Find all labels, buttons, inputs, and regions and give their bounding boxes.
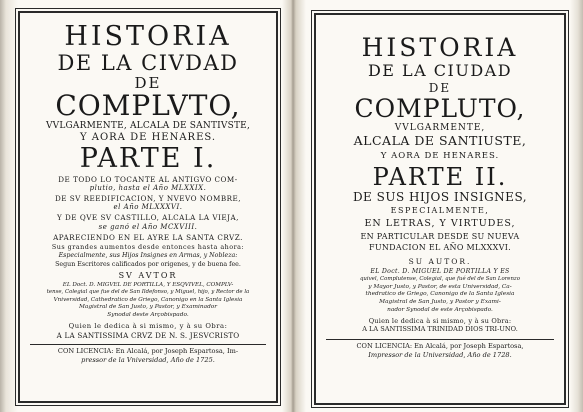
left-title-henares: Y AORA DE HENARES. bbox=[79, 132, 217, 143]
right-author-line-1: EL Doct. D. MIGUEL DE PORTILLA Y ES bbox=[370, 268, 510, 275]
left-dedication-line-2: A LA SANTISSIMA CRVZ DE N. S. JESVCRISTO bbox=[56, 330, 240, 340]
left-contents-line-3: DE SV REEDIFICACION, Y NVEVO NOMBRE, bbox=[54, 194, 242, 204]
left-contents-line-9: Especialmente, sus Hijos Insignes en Armas, y Nobleza: bbox=[58, 252, 238, 260]
left-divider-rule bbox=[30, 344, 266, 345]
right-title-compluto: COMPLUTO, bbox=[354, 94, 526, 123]
left-license-line-2: pressor de la Vniversidad, Año de 1725. bbox=[81, 355, 215, 364]
left-author-line-4: Magistral de San Justo, y Pastor, y Examinador bbox=[78, 304, 218, 311]
right-author-label: SU AUTOR. bbox=[408, 256, 472, 266]
right-dedication-line-1: Quien le dedica à si mismo, y à su Obra: bbox=[368, 316, 512, 325]
left-title-historia: HISTORIA bbox=[64, 21, 232, 52]
right-title-de: DE bbox=[428, 81, 452, 95]
right-subtitle-line-1: DE SUS HIJOS INSIGNES, bbox=[352, 190, 528, 204]
left-dedication-line-1: Quien le dedica à si mismo, y à su Obra: bbox=[68, 322, 228, 330]
right-author-line-6: nador Synodal de este Arçobispado. bbox=[387, 307, 493, 313]
left-contents-line-2: plutio, hasta el Año MLXXIX. bbox=[89, 184, 207, 193]
right-author-line-5: Magistral de San Justo, y Pastor y Exami- bbox=[379, 299, 501, 306]
right-subtitle-line-5: FUNDACION EL AÑO MLXXXVI. bbox=[368, 242, 511, 252]
right-page-border bbox=[314, 13, 566, 405]
right-page-text-block bbox=[320, 21, 560, 399]
right-title-historia: HISTORIA bbox=[361, 33, 519, 62]
right-author-line-4: thedratico de Griego, Canonigo de la Santa Iglesia bbox=[365, 291, 515, 298]
left-author-line-1: EL Doct. D. MIGVEL DE PORTILLA, Y ESQVIVEL, COMPLV- bbox=[62, 281, 234, 288]
left-author-line-5: Synodal deste Arçobispado. bbox=[107, 312, 189, 319]
right-license-line-1: CON LICENCIA: En Alcalá, por Joseph Espartosa, bbox=[356, 341, 524, 350]
left-title-vvlgarmente: VVLGARMENTE, ALCALA DE SANTIVSTE, bbox=[45, 121, 251, 131]
left-contents-line-5: Y DE QVE SV CASTILLO, ALCALA LA VIEJA, bbox=[57, 213, 239, 223]
left-title-de: DE bbox=[134, 74, 162, 92]
right-author-line-2: quivel, Complutense, Colegial, que fué del de San Lorenzo bbox=[359, 276, 521, 283]
right-dedication-line-2: A LA SANTISSIMA TRINIDAD DIOS TRI-UNO. bbox=[362, 325, 518, 334]
right-title-de-la-ciudad: DE LA CIUDAD bbox=[367, 61, 513, 80]
left-contents-line-1: DE TODO LO TOCANTE AL ANTIGVO COM- bbox=[58, 175, 238, 184]
right-title-page bbox=[300, 0, 580, 412]
right-title-vvlgarmente: VVLGARMENTE, bbox=[394, 123, 486, 133]
left-contents-line-8: Sus grandes aumentos desde entonces hasta ahora: bbox=[51, 242, 245, 251]
left-author-label: SV AVTOR bbox=[118, 270, 178, 280]
left-title-page bbox=[4, 0, 290, 412]
right-subtitle-line-2: ESPECIALMENTE, bbox=[390, 206, 490, 215]
left-page-text-block bbox=[24, 19, 272, 397]
left-contents-line-7: APARECIENDO EN EL AYRE LA SANTA CRVZ. bbox=[53, 232, 243, 242]
left-title-de-la-civdad: DE LA CIVDAD bbox=[57, 51, 239, 75]
right-title-alcala: ALCALA DE SANTIUSTE, bbox=[353, 133, 527, 148]
left-contents-line-10: Segun Escritores calificados por origenes, y de buena fee. bbox=[55, 260, 241, 268]
right-subtitle-line-4: EN PARTICULAR DESDE SU NUEVA bbox=[360, 231, 520, 241]
right-author-line-3: y Mayor Justo, y Pastor, de esta Universidad, Ca- bbox=[368, 283, 512, 290]
right-part-heading: PARTE II. bbox=[372, 163, 508, 191]
left-author-line-3: Vniversidad, Cathedratico de Griego, Canonigo en la Santa Iglesia bbox=[53, 296, 243, 303]
left-page-border bbox=[18, 11, 278, 403]
left-title-complvto: COMPLVTO, bbox=[55, 89, 241, 122]
right-divider-rule bbox=[326, 339, 554, 340]
left-part-heading: PARTE I. bbox=[79, 143, 217, 174]
left-author-line-2: tense, Colegial que fue del de San Ildefonso, y Miguel, hijo, y Rector de la bbox=[46, 289, 250, 296]
left-license-line-1: CON LICENCIA: En Alcalá, por Joseph Espartosa, Im- bbox=[57, 347, 239, 355]
left-contents-line-6: se ganó el Año MCXVIII. bbox=[98, 222, 198, 231]
right-license-line-2: Impressor de la Universidad, Año de 1728. bbox=[368, 350, 512, 359]
left-contents-line-4: el Año MLXXXVI. bbox=[113, 203, 183, 212]
right-title-henares: Y AORA DE HENARES. bbox=[380, 150, 500, 161]
right-subtitle-line-3: EN LETRAS, Y VIRTUDES, bbox=[364, 218, 516, 229]
